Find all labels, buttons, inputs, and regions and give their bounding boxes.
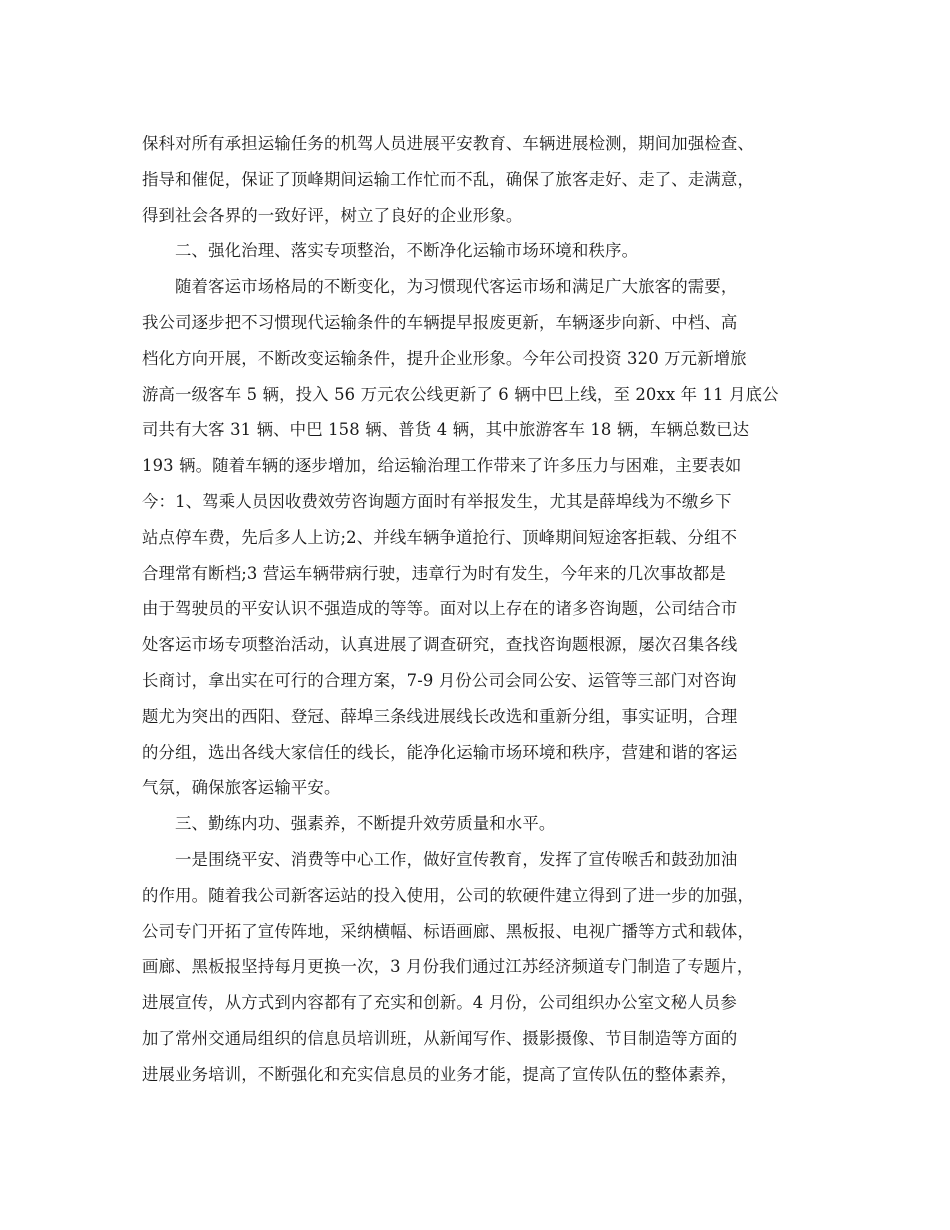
document-body [142,126,832,1093]
text-line: 由于驾驶员的平安认识不强造成的等等。面对以上存在的诸多咨询题，公司结合市 [142,599,738,619]
text-line: 二、强化治理、落实专项整治，不断净化运输市场环境和秩序。 [175,241,639,261]
text-line: 司共有大客 31 辆、中巴 158 辆、普货 4 辆，其中旅游客车 18 辆，车辆总数已达 [142,420,750,440]
text-line: 三、勤练内功、强素养，不断提升效劳质量和水平。 [175,814,556,834]
text-line: 画廊、黑板报坚持每月更换一次，3 月份我们通过江苏经济频道专门制造了专题片， [142,957,754,977]
text-line: 气氛，确保旅客运输平安。 [142,778,341,798]
text-line: 长商讨，拿出实在可行的合理方案，7-9 月份公司会同公安、运管等三部门对咨询 [142,670,737,690]
text-line: 进展业务培训，不断强化和充实信息员的业务才能，提高了宣传队伍的整体素养， [142,1064,738,1084]
text-line: 随着客运市场格局的不断变化，为习惯现代客运市场和满足广大旅客的需要， [175,277,738,297]
text-line: 我公司逐步把不习惯现代运输条件的车辆提早报废更新，车辆逐步向新、中档、高 [142,312,738,332]
text-line: 合理常有断档;3 营运车辆带病行驶，违章行为时有发生，今年来的几次事故都是 [142,563,726,583]
text-line: 的作用。随着我公司新客运站的投入使用，公司的软硬件建立得到了进一步的加强， [142,885,755,905]
text-line: 今：1、驾乘人员因收费效劳咨询题方面时有举报发生，尤其是薛埠线为不缴乡下 [142,491,732,511]
text-line: 游高一级客车 5 辆，投入 56 万元农公线更新了 6 辆中巴上线，至 20xx 年 11 月底公 [142,384,779,404]
text-line: 保科对所有承担运输任务的机驾人员进展平安教育、车辆进展检测，期间加强检查、 [142,134,755,153]
text-line: 站点停车费，先后多人上访;2、并线车辆争道抢行、顶峰期间短途客拒载、分组不 [142,527,738,547]
text-line: 加了常州交通局组织的信息员培训班，从新闻写作、摄影摄像、节目制造等方面的 [142,1028,738,1048]
text-line: 得到社会各界的一致好评，树立了良好的企业形象。 [142,205,523,225]
text-line: 进展宣传，从方式到内容都有了充实和创新。4 月份，公司组织办公室文秘人员参 [142,993,737,1013]
text-line: 档化方向开展，不断改变运输条件，提升企业形象。今年公司投资 320 万元新增旅 [142,348,747,368]
text-line: 一是围绕平安、消费等中心工作，做好宣传教育，发挥了宣传喉舌和鼓劲加油 [175,849,738,869]
text-line: 的分组，选出各线大家信任的线长，能净化运输市场环境和秩序，营建和谐的客运 [142,742,738,762]
text-line: 题尤为突出的西阳、登冠、薛埠三条线进展线长改选和重新分组，事实证明，合理 [142,706,738,726]
text-line: 处客运市场专项整治活动，认真进展了调查研究，查找咨询题根源，屡次召集各线 [142,635,738,655]
text-line: 指导和催促，保证了顶峰期间运输工作忙而不乱，确保了旅客走好、走了、走满意， [142,169,755,189]
text-line: 193 辆。随着车辆的逐步增加，给运输治理工作带来了许多压力与困难，主要表如 [142,456,742,476]
text-line: 公司专门开拓了宣传阵地，采纳横幅、标语画廊、黑板报、电视广播等方式和载体， [142,921,755,941]
